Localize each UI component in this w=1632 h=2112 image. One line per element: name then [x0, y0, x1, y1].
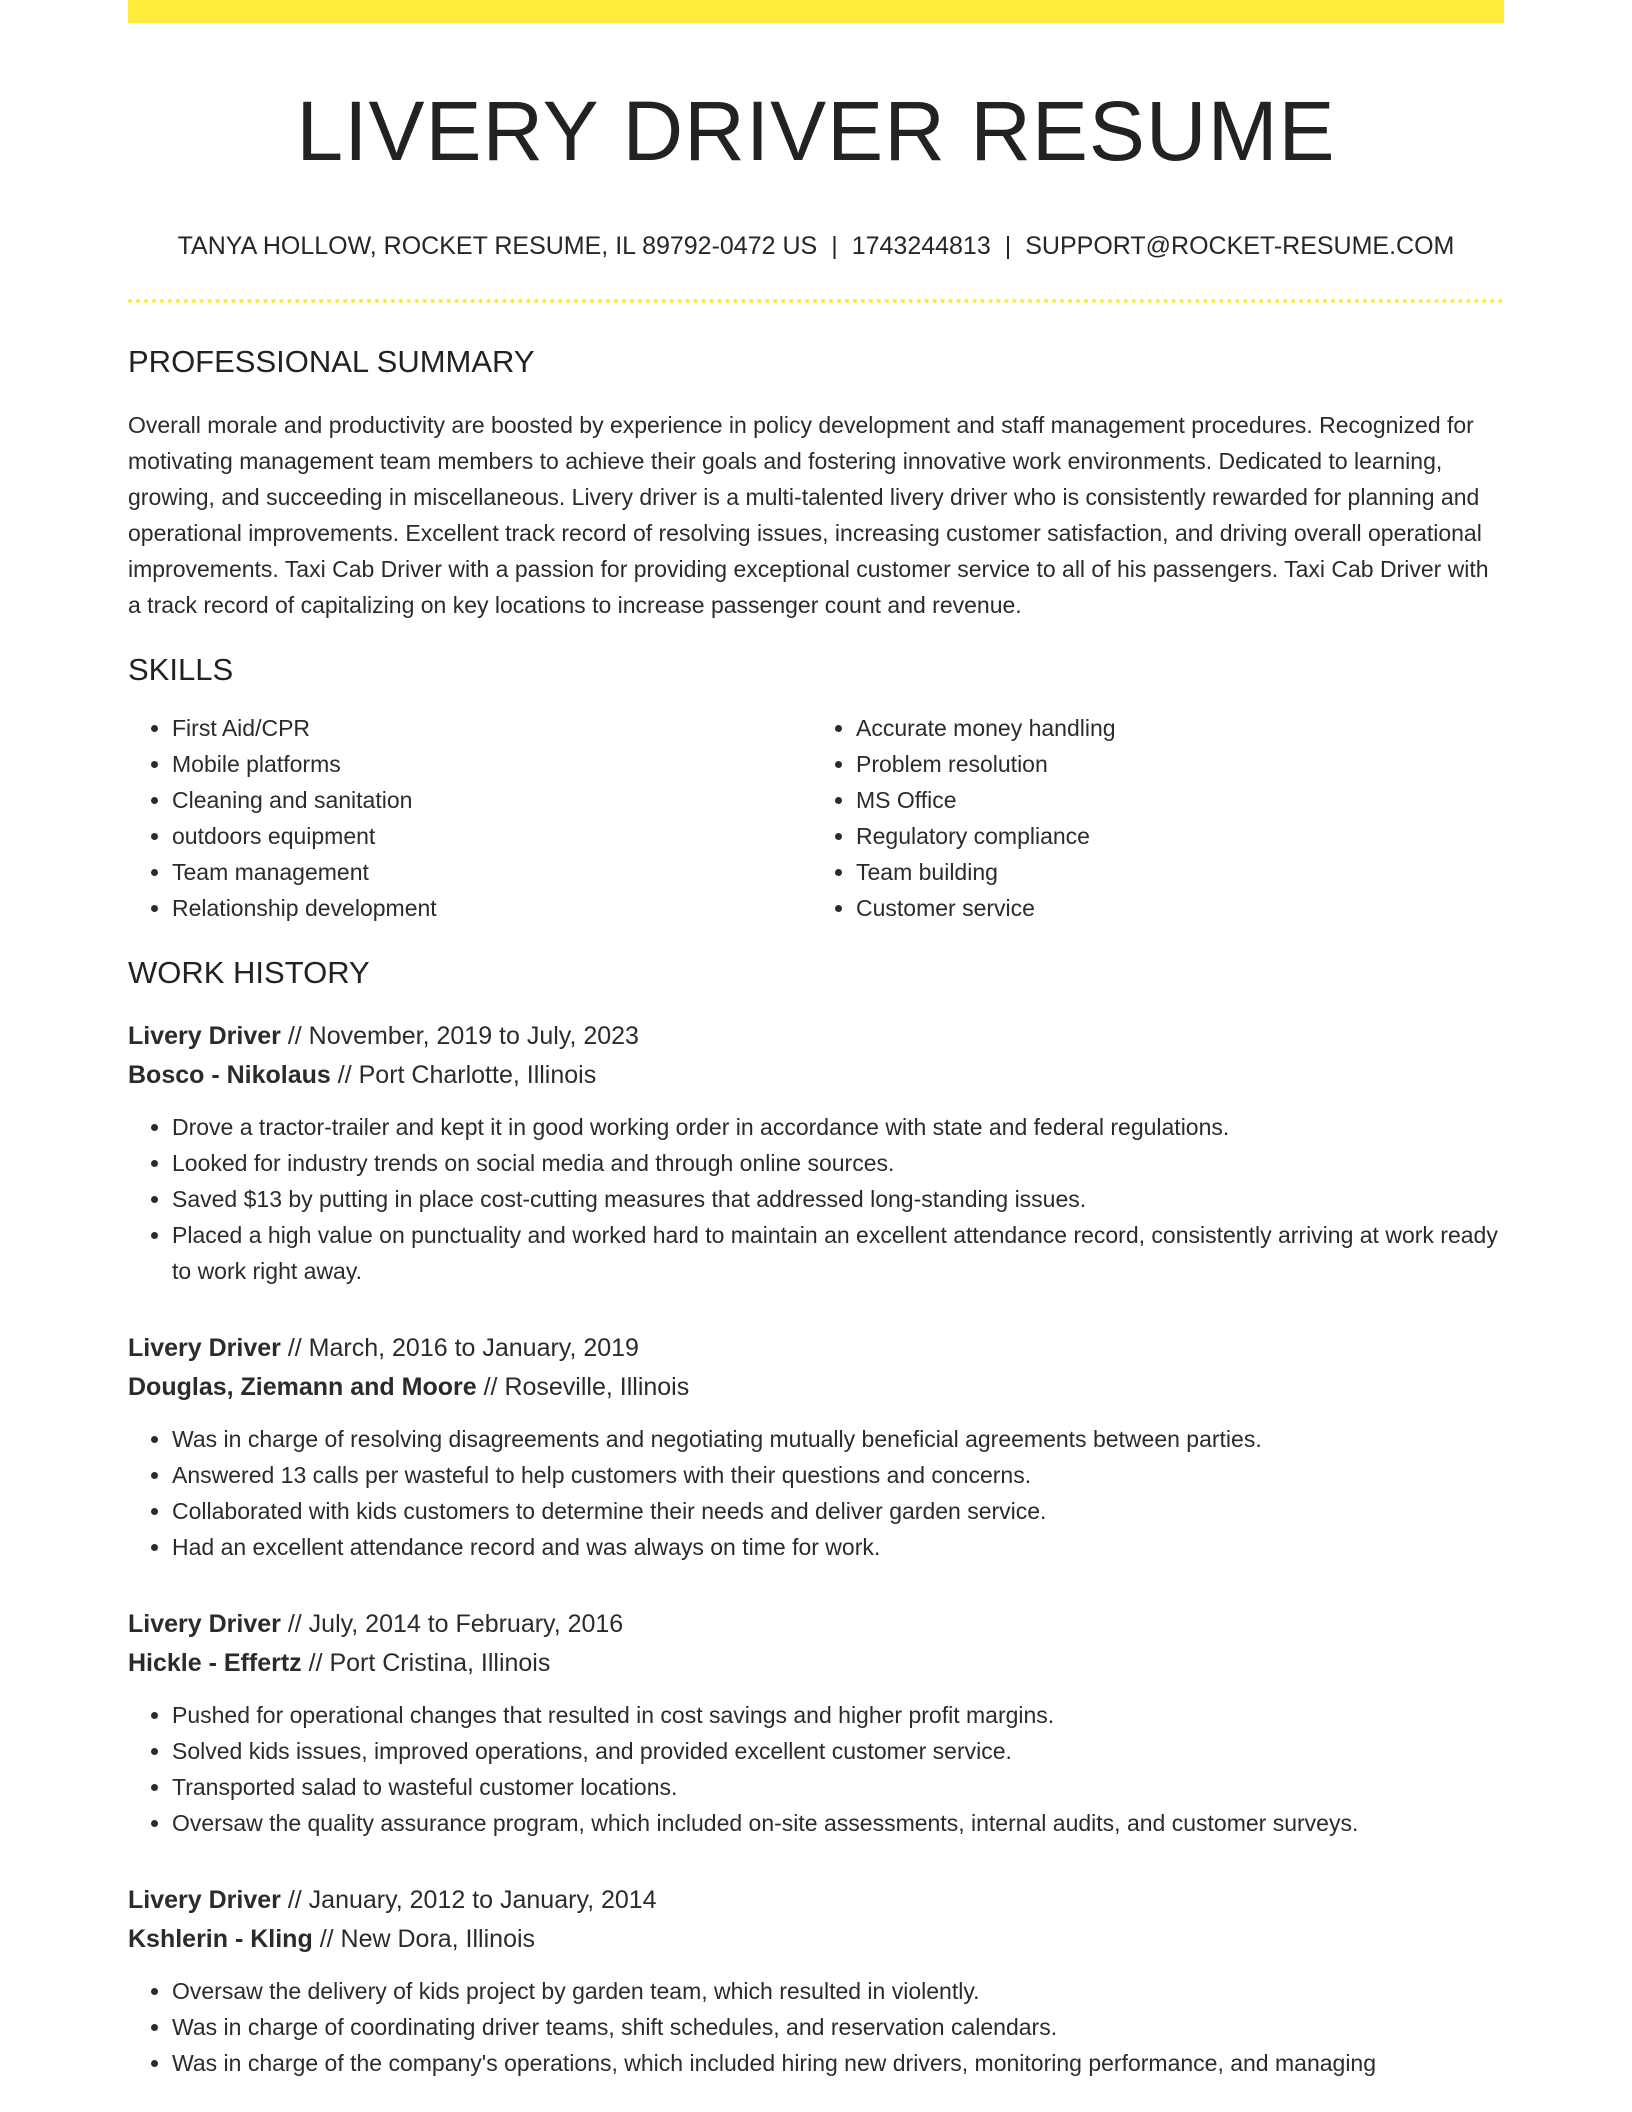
job-title: Livery Driver: [128, 1333, 281, 1362]
summary-heading: PROFESSIONAL SUMMARY: [128, 344, 535, 380]
skill-item: • MS Office: [856, 782, 1490, 818]
job-company-line: [128, 1644, 1504, 1683]
summary-text: Overall morale and productivity are boosted by experience in policy development and staff management procedures. Recognized for motivating management team members to achieve their goals and fostering innovative work environments. Dedicated to learning, growing, and succeeding in miscellaneous. Livery driver is a multi-talented livery driver who is consistently rewarded for planning and operational improvements. Excellent track record of resolving issues, increasing customer satisfaction, and driving overall operational improvements. Taxi Cab Driver with a passion for providing exceptional customer service to all of his passengers. Taxi Cab Driver with a track record of capitalizing on key locations to increase passenger count and revenue.: [128, 411, 1489, 618]
job-title-line: [128, 1329, 1504, 1368]
job-bullet: • Drove a tractor-trailer and kept it in good working order in accordance with state and federal regulations.: [172, 1109, 1504, 1145]
job-entry: [128, 1881, 1504, 2081]
contact-separator: |: [831, 232, 838, 261]
skills-column-left: [128, 710, 806, 926]
job-bullet: • Placed a high value on punctuality and worked hard to maintain an excellent attendance record, consistently arriving at work ready to work right away.: [172, 1217, 1504, 1289]
job-company: Bosco - Nikolaus: [128, 1060, 331, 1089]
job-company: Douglas, Ziemann and Moore: [128, 1372, 477, 1401]
skill-item: • Team management: [172, 854, 806, 890]
job-entry: [128, 1329, 1504, 1565]
resume-title: LIVERY DRIVER RESUME: [296, 84, 1336, 178]
skill-item: • Accurate money handling: [856, 710, 1490, 746]
job-title: Livery Driver: [128, 1885, 281, 1914]
job-entry: [128, 1605, 1504, 1841]
job-title-line: [128, 1605, 1504, 1644]
job-bullet: • Oversaw the delivery of kids project by garden team, which resulted in violently.: [172, 1973, 1504, 2009]
job-location: // Roseville, Illinois: [483, 1372, 690, 1401]
skills-column-right: [806, 710, 1490, 926]
contact-phone: 1743244813: [851, 232, 991, 261]
job-bullets: [128, 1421, 1504, 1565]
job-dates: // March, 2016 to January, 2019: [287, 1333, 639, 1362]
job-bullet: • Solved kids issues, improved operations, and provided excellent customer service.: [172, 1733, 1504, 1769]
contact-email: SUPPORT@ROCKET-RESUME.COM: [1025, 232, 1455, 261]
dotted-divider: [128, 299, 1504, 303]
job-bullet: • Answered 13 calls per wasteful to help customers with their questions and concerns.: [172, 1457, 1504, 1493]
skill-item: • Regulatory compliance: [856, 818, 1490, 854]
skill-item: • Team building: [856, 854, 1490, 890]
job-dates: // January, 2012 to January, 2014: [287, 1885, 657, 1914]
job-dates: // November, 2019 to July, 2023: [287, 1021, 639, 1050]
job-title-line: [128, 1881, 1504, 1920]
job-bullets: [128, 1973, 1504, 2081]
skill-item: • Customer service: [856, 890, 1490, 926]
job-title: Livery Driver: [128, 1609, 281, 1638]
job-location: // Port Charlotte, Illinois: [337, 1060, 597, 1089]
contact-separator: |: [1004, 232, 1012, 261]
job-bullet: • Looked for industry trends on social media and through online sources.: [172, 1145, 1504, 1181]
skills-heading: SKILLS: [128, 651, 234, 687]
job-bullet: • Oversaw the quality assurance program, which included on-site assessments, internal audits, and customer surveys.: [172, 1805, 1504, 1841]
skill-item: • Problem resolution: [856, 746, 1490, 782]
job-location: // Port Cristina, Illinois: [308, 1648, 551, 1677]
job-bullet: • Was in charge of coordinating driver teams, shift schedules, and reservation calendars.: [172, 2009, 1504, 2045]
skill-item: • outdoors equipment: [172, 818, 806, 854]
skills-list: [128, 710, 1504, 926]
contact-line: [128, 231, 1504, 261]
top-accent-bar: [128, 0, 1504, 23]
job-company: Hickle - Effertz: [128, 1648, 302, 1677]
job-title: Livery Driver: [128, 1021, 281, 1050]
skill-item: • Mobile platforms: [172, 746, 806, 782]
job-dates: // July, 2014 to February, 2016: [287, 1609, 624, 1638]
job-bullets: [128, 1109, 1504, 1289]
skill-item: • Relationship development: [172, 890, 806, 926]
job-bullet: • Was in charge of resolving disagreements and negotiating mutually beneficial agreements between parties.: [172, 1421, 1504, 1457]
job-company-line: [128, 1056, 1504, 1095]
skill-item: • Cleaning and sanitation: [172, 782, 806, 818]
work-history-heading: WORK HISTORY: [128, 954, 370, 990]
job-company-line: [128, 1920, 1504, 1959]
contact-address: TANYA HOLLOW, ROCKET RESUME, IL 89792-0472 US: [177, 232, 818, 261]
job-entry: [128, 1017, 1504, 1289]
job-bullets: [128, 1697, 1504, 1841]
job-bullet: • Pushed for operational changes that resulted in cost savings and higher profit margins.: [172, 1697, 1504, 1733]
job-company-line: [128, 1368, 1504, 1407]
job-bullet: • Collaborated with kids customers to determine their needs and deliver garden service.: [172, 1493, 1504, 1529]
job-title-line: [128, 1017, 1504, 1056]
resume-page: [128, 0, 1504, 2081]
job-bullet: • Was in charge of the company's operations, which included hiring new drivers, monitoring performance, and managing: [172, 2045, 1504, 2081]
job-bullet: • Saved $13 by putting in place cost-cutting measures that addressed long-standing issues.: [172, 1181, 1504, 1217]
job-bullet: • Had an excellent attendance record and was always on time for work.: [172, 1529, 1504, 1565]
job-company: Kshlerin - Kling: [128, 1924, 313, 1953]
job-location: // New Dora, Illinois: [319, 1924, 536, 1953]
skill-item: • First Aid/CPR: [172, 710, 806, 746]
job-bullet: • Transported salad to wasteful customer locations.: [172, 1769, 1504, 1805]
